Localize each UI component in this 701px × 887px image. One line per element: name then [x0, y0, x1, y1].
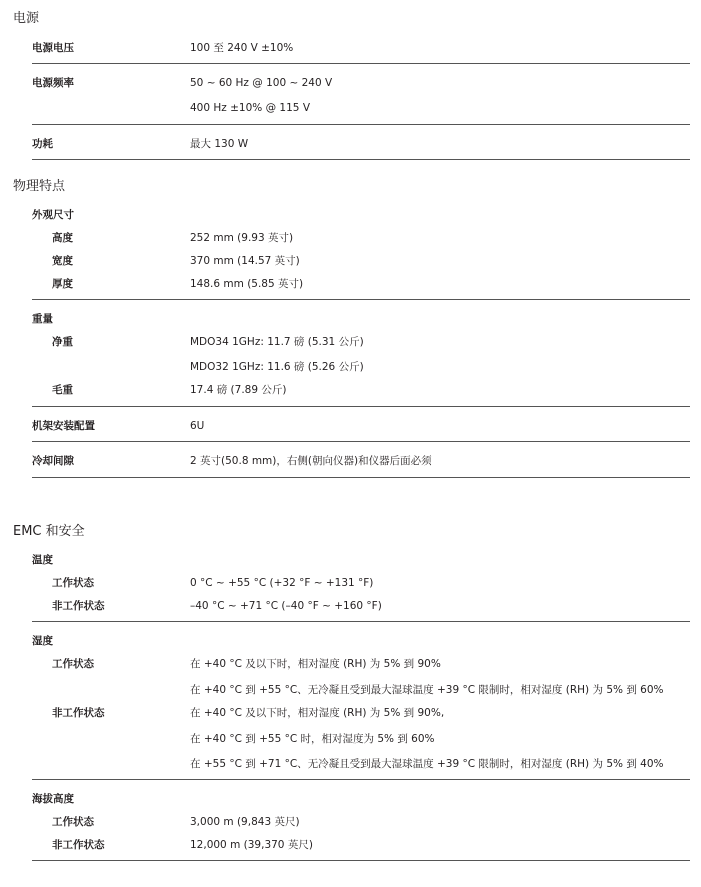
spec-value-net-weight-2: MDO32 1GHz: 11.6 磅 (5.26 公斤)	[190, 361, 364, 373]
spec-label-humidity: 湿度	[32, 635, 53, 647]
spec-value-temp-nonoperating: –40 °C ~ +71 °C (–40 °F ~ +160 °F)	[190, 600, 382, 612]
spec-label-dimensions: 外观尺寸	[32, 209, 74, 221]
spec-value-height: 252 mm (9.93 英寸)	[190, 232, 294, 244]
divider	[32, 860, 690, 861]
section-title-emc: EMC 和安全	[13, 524, 85, 539]
spec-value-voltage: 100 至 240 V ±10%	[190, 42, 294, 54]
spec-label-consumption: 功耗	[32, 138, 53, 150]
spec-value-frequency-2: 400 Hz ±10% @ 115 V	[190, 102, 310, 114]
spec-value-hum-nonoperating-3: 在 +55 °C 到 +71 °C、无冷凝且受到最大湿球温度 +39 °C 限制时，相对湿度 (RH) 为 5% 到 40%	[190, 758, 664, 770]
divider	[32, 406, 690, 407]
spec-label-net-weight: 净重	[52, 336, 73, 348]
spec-value-alt-nonoperating: 12,000 m (39,370 英尺)	[190, 839, 313, 851]
spec-label-rack: 机架安装配置	[32, 420, 95, 432]
spec-value-gross-weight: 17.4 磅 (7.89 公斤)	[190, 384, 287, 396]
divider	[32, 441, 690, 442]
spec-value-temp-operating: 0 °C ~ +55 °C (+32 °F ~ +131 °F)	[190, 577, 374, 589]
spec-value-hum-nonoperating-2: 在 +40 °C 到 +55 °C 时，相对湿度为 5% 到 60%	[190, 733, 435, 745]
spec-label-temp-operating: 工作状态	[52, 577, 94, 589]
spec-label-frequency: 电源频率	[32, 77, 74, 89]
spec-label-alt-operating: 工作状态	[52, 816, 94, 828]
spec-value-cooling: 2 英寸(50.8 mm)，右侧(朝向仪器)和仪器后面必须	[190, 455, 432, 467]
section-title-physical: 物理特点	[13, 179, 66, 194]
spec-label-alt-nonoperating: 非工作状态	[52, 839, 105, 851]
spec-label-depth: 厚度	[52, 278, 73, 290]
spec-label-width: 宽度	[52, 255, 73, 267]
spec-label-cooling: 冷却间隙	[32, 455, 74, 467]
divider	[32, 299, 690, 300]
divider	[32, 124, 690, 125]
spec-value-frequency-1: 50 ~ 60 Hz @ 100 ~ 240 V	[190, 77, 333, 89]
spec-value-hum-operating-1: 在 +40 °C 及以下时，相对湿度 (RH) 为 5% 到 90%	[190, 658, 441, 670]
spec-value-consumption: 最大 130 W	[190, 138, 249, 150]
spec-label-temperature: 温度	[32, 554, 53, 566]
spec-label-hum-operating: 工作状态	[52, 658, 94, 670]
spec-value-depth: 148.6 mm (5.85 英寸)	[190, 278, 304, 290]
spec-value-alt-operating: 3,000 m (9,843 英尺)	[190, 816, 300, 828]
spec-value-width: 370 mm (14.57 英寸)	[190, 255, 300, 267]
divider	[32, 779, 690, 780]
spec-label-gross-weight: 毛重	[52, 384, 73, 396]
spec-value-net-weight-1: MDO34 1GHz: 11.7 磅 (5.31 公斤)	[190, 336, 364, 348]
spec-label-height: 高度	[52, 232, 73, 244]
spec-label-hum-nonoperating: 非工作状态	[52, 707, 105, 719]
spec-value-hum-nonoperating-1: 在 +40 °C 及以下时，相对湿度 (RH) 为 5% 到 90%,	[190, 707, 445, 719]
spec-value-hum-operating-2: 在 +40 °C 到 +55 °C、无冷凝且受到最大湿球温度 +39 °C 限制时，相对湿度 (RH) 为 5% 到 60%	[190, 684, 664, 696]
spec-value-rack: 6U	[190, 420, 205, 432]
spec-label-altitude: 海拔高度	[32, 793, 74, 805]
section-title-power: 电源	[13, 11, 40, 26]
divider	[32, 159, 690, 160]
spec-label-temp-nonoperating: 非工作状态	[52, 600, 105, 612]
spec-label-voltage: 电源电压	[32, 42, 74, 54]
divider	[32, 621, 690, 622]
divider	[32, 477, 690, 478]
spec-label-weight: 重量	[32, 313, 53, 325]
divider	[32, 63, 690, 64]
